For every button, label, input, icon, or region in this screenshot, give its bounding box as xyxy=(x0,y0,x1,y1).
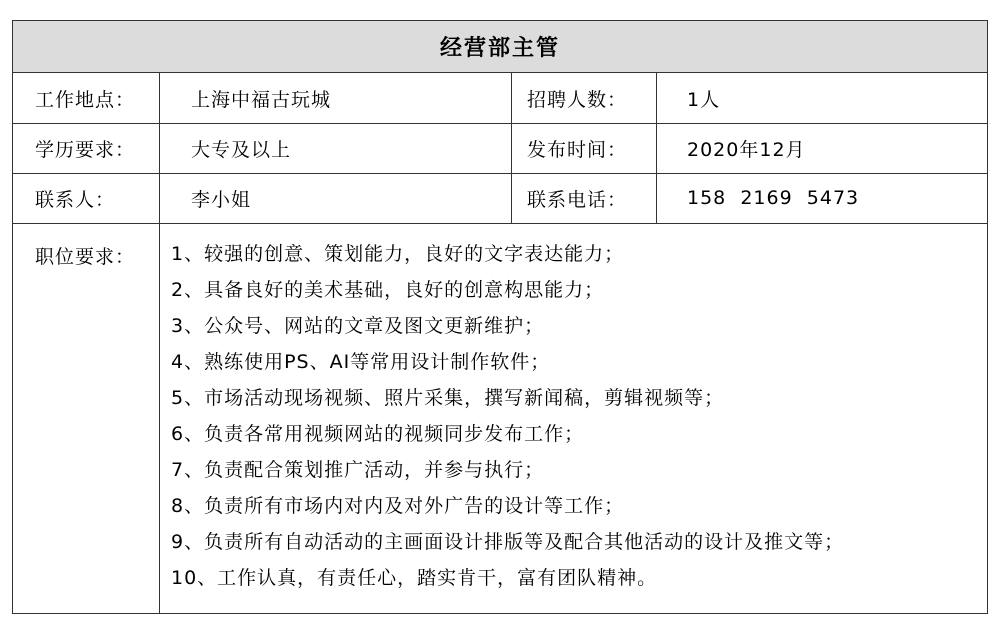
phone-value: 158 2169 5473 xyxy=(687,187,860,209)
education-value: 大专及以上 xyxy=(191,138,292,161)
list-item: 2、具备良好的美术基础，良好的创意构思能力； xyxy=(171,279,605,301)
list-item: 6、负责各常用视频网站的视频同步发布工作； xyxy=(171,423,585,445)
contact-label: 联系人： xyxy=(35,188,116,211)
list-item: 3、公众号、网站的文章及图文更新维护； xyxy=(171,315,545,337)
phone-label: 联系电话： xyxy=(527,188,628,211)
location-value: 上海中福古玩城 xyxy=(191,88,332,111)
job-posting-table xyxy=(12,20,988,614)
headcount-label: 招聘人数： xyxy=(527,88,628,111)
list-item: 1、较强的创意、策划能力，良好的文字表达能力； xyxy=(171,243,625,265)
list-item: 5、市场活动现场视频、照片采集，撰写新闻稿，剪辑视频等； xyxy=(171,387,725,409)
list-item: 10、工作认真，有责任心，踏实肯干，富有团队精神。 xyxy=(171,567,658,589)
headcount-value: 1人 xyxy=(687,88,721,111)
requirements-section xyxy=(13,224,987,613)
contact-value: 李小姐 xyxy=(191,188,252,211)
divider-col-2 xyxy=(511,73,512,224)
list-item: 7、负责配合策划推广活动，并参与执行； xyxy=(171,459,545,481)
location-label: 工作地点： xyxy=(35,88,136,111)
publish-value: 2020年12月 xyxy=(687,138,806,161)
list-item: 4、熟练使用PS、AI等常用设计制作软件； xyxy=(171,351,551,373)
divider-col-3 xyxy=(656,73,657,224)
list-item: 8、负责所有市场内对内及对外广告的设计等工作； xyxy=(171,495,625,517)
publish-label: 发布时间： xyxy=(527,138,628,161)
list-item: 9、负责所有自动活动的主画面设计排版等及配合其他活动的设计及推文等； xyxy=(171,531,845,553)
education-label: 学历要求： xyxy=(35,138,136,161)
job-title: 经营部主管 xyxy=(13,21,987,73)
requirements-list xyxy=(171,236,844,596)
requirements-label: 职位要求： xyxy=(35,246,136,268)
